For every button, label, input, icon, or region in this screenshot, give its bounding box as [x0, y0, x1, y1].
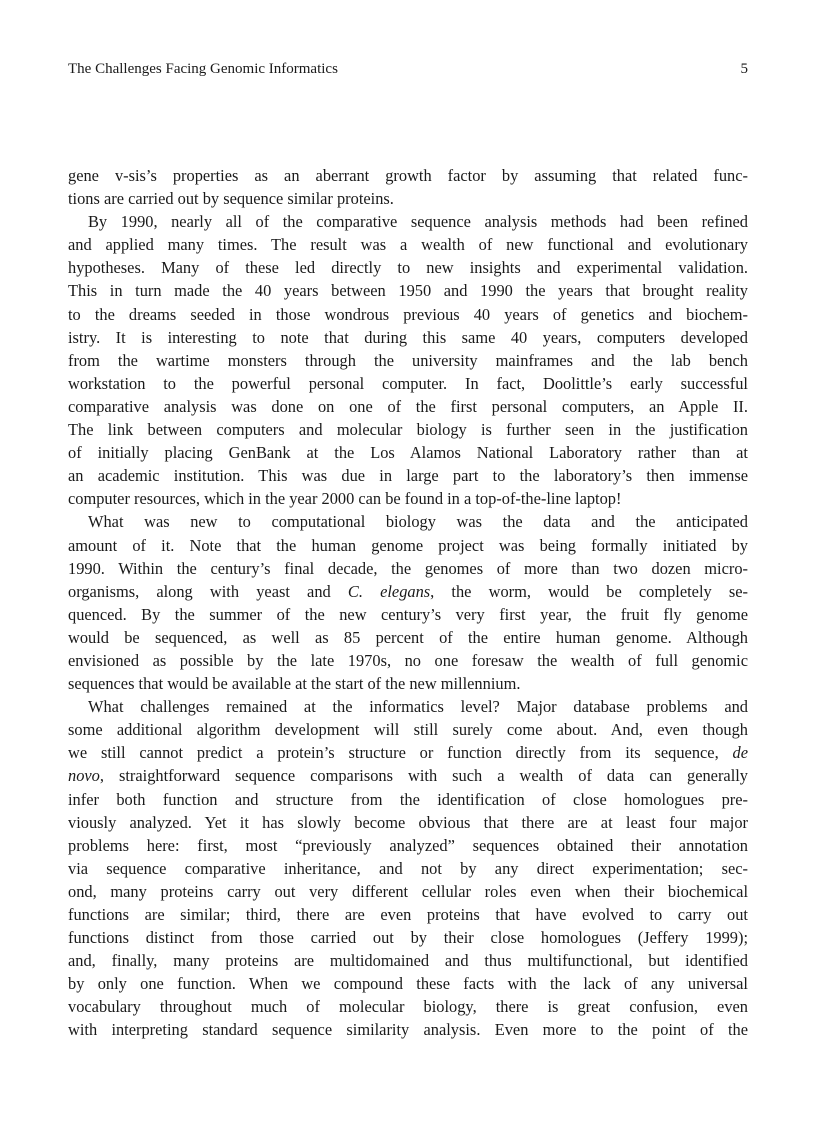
text-line: gene v-sis’s properties as an aberrant growth factor by assuming that related func- — [68, 166, 748, 185]
text-line: and, finally, many proteins are multidomained and thus multifunctional, but identified — [68, 951, 748, 971]
text-line: of initially placing GenBank at the Los Alamos National Laboratory rather than at — [68, 443, 748, 463]
text-line: tions are carried out by sequence similar proteins. — [68, 189, 394, 209]
text-line: by only one function. When we compound these facts with the lack of any universal — [68, 974, 748, 994]
text-run: we still cannot predict a protein’s structure or function directly from its sequence, — [68, 743, 719, 763]
text-line: envisioned as possible by the late 1970s, no one foresaw the wealth of full genomic — [68, 650, 748, 670]
italic-term: de — [732, 743, 748, 763]
text-line: The link between computers and molecular biology is further seen in the justification — [68, 420, 748, 440]
body-text — [68, 164, 748, 1042]
text-line: functions distinct from those carried out by their close homologues (Jeffery 1999); — [68, 928, 748, 948]
text-line-with-italic — [68, 764, 748, 787]
text-line: amount of it. Note that the human genome project was being formally initiated by — [68, 535, 748, 555]
text-line: hypotheses. Many of these led directly to new insights and experimental validation. — [68, 258, 748, 278]
paragraph-first-line: What challenges remained at the informatics level? Major database problems and — [88, 697, 748, 717]
text-line: This in turn made the 40 years between 1950 and 1990 the years that brought reality — [68, 281, 748, 301]
text-line: with interpreting standard sequence similarity analysis. Even more to the point of the — [68, 1020, 748, 1040]
text-line: an academic institution. This was due in large part to the laboratory’s then immense — [68, 466, 748, 486]
text-line: ond, many proteins carry out very different cellular roles even when their biochemical — [68, 881, 748, 901]
text-line: functions are similar; third, there are even proteins that have evolved to carry out — [68, 905, 748, 924]
paragraph-first-line: By 1990, nearly all of the comparative sequence analysis methods had been refined — [88, 212, 748, 232]
text-line: vocabulary throughout much of molecular biology, there is great confusion, even — [68, 997, 748, 1017]
page-number: 5 — [740, 61, 748, 77]
text-line: infer both function and structure from the identification of close homologues pre- — [68, 789, 748, 809]
text-run: , the worm, would be completely se- — [430, 581, 748, 601]
text-line: problems here: first, most “previously analyzed” sequences obtained their annotation — [68, 835, 748, 855]
text-line: from the wartime monsters through the university mainframes and the lab bench — [68, 350, 748, 370]
text-run: organisms, along with yeast and — [68, 581, 331, 601]
text-line: quenced. By the summer of the new century’s very first year, the fruit fly genome — [68, 604, 748, 624]
text-line: sequences that would be available at the start of the new millennium. — [68, 674, 521, 694]
text-line: and applied many times. The result was a wealth of new functional and evolutionary — [68, 235, 748, 255]
text-line: comparative analysis was done on one of the first personal computers, an Apple II. — [68, 396, 748, 416]
text-line: some additional algorithm development will still surely come about. And, even though — [68, 720, 748, 740]
text-line: viously analyzed. Yet it has slowly become obvious that there are at least four major — [68, 812, 748, 832]
text-line: via sequence comparative inheritance, and not by any direct experimentation; sec- — [68, 858, 748, 878]
text-line: to the dreams seeded in those wondrous previous 40 years of genetics and biochem- — [68, 304, 748, 324]
text-line: would be sequenced, as well as 85 percent of the entire human genome. Although — [68, 627, 748, 647]
text-line: 1990. Within the century’s final decade, the genomes of more than two dozen micro- — [68, 558, 748, 578]
text-line-with-italic — [68, 741, 748, 764]
running-title: The Challenges Facing Genomic Informatics — [68, 61, 338, 77]
text-line: workstation to the powerful personal computer. In fact, Doolittle’s early successful — [68, 373, 748, 393]
italic-species-name: C. elegans — [347, 581, 431, 601]
text-line-with-italic — [68, 580, 748, 603]
text-run: , straightforward sequence comparisons with such a wealth of data can generally — [99, 766, 748, 786]
text-line: computer resources, which in the year 2000 can be found in a top-of-the-line laptop! — [68, 489, 622, 509]
text-line: istry. It is interesting to note that during this same 40 years, computers developed — [68, 327, 748, 347]
paragraph-first-line: What was new to computational biology was the data and the anticipated — [88, 512, 748, 532]
italic-term: novo — [68, 766, 100, 786]
